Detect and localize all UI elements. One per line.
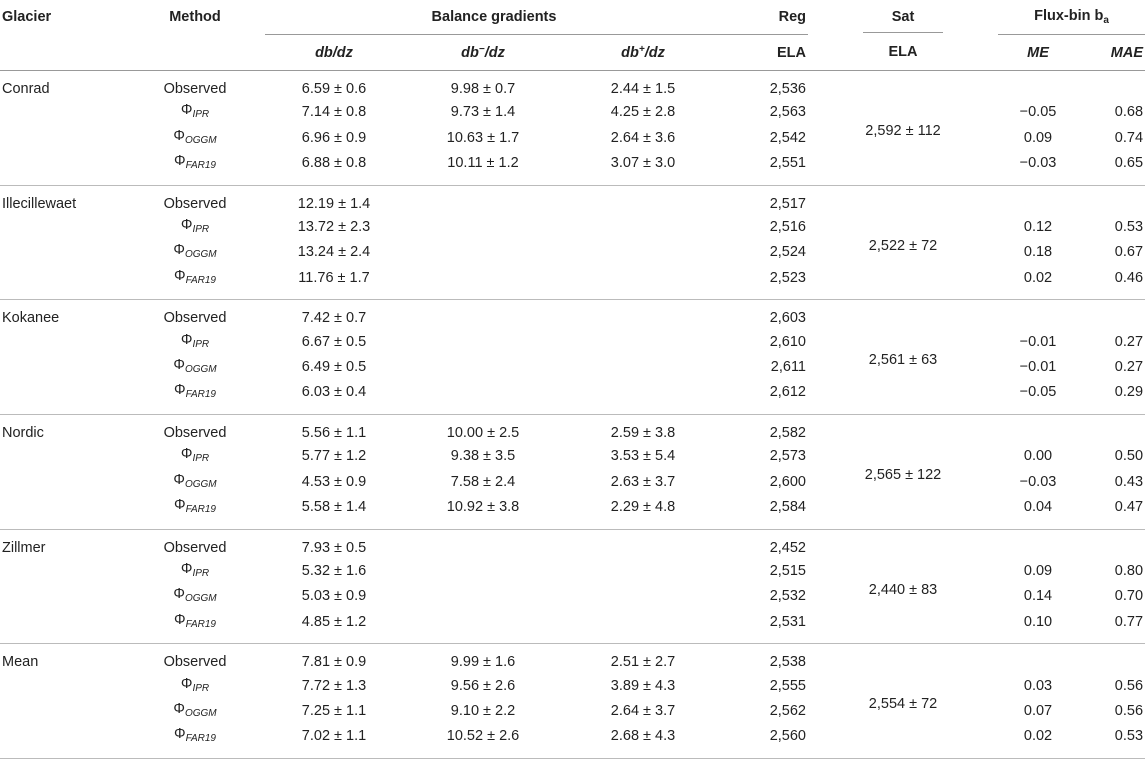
method-cell: Observed	[163, 424, 227, 441]
glacier-name	[0, 610, 125, 644]
glacier-name	[0, 584, 125, 609]
me-header: ME	[1027, 44, 1049, 61]
glacier-name: Mean	[2, 654, 39, 671]
glacier-name	[0, 266, 125, 300]
mae-value: 0.77	[1114, 613, 1144, 630]
mae-value: 0.27	[1114, 359, 1144, 376]
method-cell: $\Phi_{OGGM}$	[173, 471, 217, 490]
dbdz-header: db/dz	[315, 44, 353, 61]
method-cell: $\Phi_{IPR}$	[180, 675, 210, 694]
dbdz-value: 6.49 ± 0.5	[301, 359, 367, 376]
glacier-group	[0, 529, 1145, 644]
me-value: −0.03	[1019, 473, 1057, 490]
mae-value	[1078, 414, 1145, 444]
glacier-name	[0, 380, 125, 414]
glacier-name	[0, 355, 125, 380]
dbdz-value: 12.19 ± 1.4	[297, 195, 371, 212]
sat-ela-header: ELA	[888, 44, 918, 61]
mae-value: 0.27	[1114, 333, 1144, 350]
dbplus-value	[563, 215, 723, 240]
dbminus-value	[403, 584, 563, 609]
method-cell: Observed	[163, 310, 227, 327]
me-value: −0.03	[1019, 155, 1057, 172]
reg-ela-value: 2,452	[769, 539, 806, 556]
dbminus-value: 10.63 ± 1.7	[446, 129, 520, 146]
me-value	[998, 300, 1078, 330]
dbdz-value: 5.77 ± 1.2	[301, 448, 367, 465]
mae-value	[1078, 529, 1145, 559]
glacier-name	[0, 330, 125, 355]
dbdz-value: 11.76 ± 1.7	[298, 269, 370, 286]
mae-value: 0.29	[1114, 384, 1144, 401]
dbdz-value: 4.85 ± 1.2	[301, 613, 367, 630]
sat-ela-value: 2,440 ± 83	[868, 581, 938, 598]
mae-value	[1078, 644, 1145, 674]
dbminus-value	[403, 355, 563, 380]
dbminus-value: 9.10 ± 2.2	[450, 702, 516, 719]
glacier-name: Nordic	[2, 424, 44, 441]
reg-ela-value: 2,563	[769, 104, 806, 121]
dbminus-value: 9.98 ± 0.7	[450, 81, 516, 97]
me-value: 0.03	[1023, 677, 1053, 694]
reg-ela-value: 2,582	[769, 424, 806, 441]
dbplus-value: 3.89 ± 4.3	[610, 677, 676, 694]
method-cell: $\Phi_{FAR19}$	[174, 726, 216, 745]
dbdz-value: 7.14 ± 0.8	[301, 104, 367, 121]
dbdz-value: 5.58 ± 1.4	[301, 499, 367, 516]
reg-ela-value: 2,532	[769, 588, 806, 605]
glacier-name	[0, 444, 125, 469]
reg-ela-value: 2,531	[769, 613, 806, 630]
dbplus-value: 2.63 ± 3.7	[610, 473, 676, 490]
me-value: 0.09	[1023, 562, 1053, 579]
method-header: Method	[169, 9, 221, 26]
mae-header: MAE	[1110, 44, 1144, 61]
dbminus-value	[403, 330, 563, 355]
dbdz-value: 6.96 ± 0.9	[301, 129, 367, 146]
mae-value	[1078, 71, 1145, 101]
table-row	[0, 185, 1145, 215]
method-cell: $\Phi_{FAR19}$	[174, 611, 216, 630]
glacier-name	[0, 215, 125, 240]
mae-value: 0.43	[1114, 473, 1144, 490]
dbminus-value	[403, 380, 563, 414]
method-cell: $\Phi_{OGGM}$	[173, 127, 217, 146]
dbminus-dz-header: db−/dz	[461, 44, 505, 61]
dbdz-value: 6.03 ± 0.4	[301, 384, 367, 401]
me-value: 0.02	[1023, 728, 1053, 745]
dbplus-value: 3.07 ± 3.0	[610, 155, 676, 172]
sat-header: Sat	[808, 0, 998, 35]
glacier-header: Glacier	[2, 9, 52, 26]
dbminus-value: 10.92 ± 3.8	[446, 499, 520, 516]
sat-ela-value: 2,561 ± 63	[868, 352, 938, 369]
glacier-name: Kokanee	[2, 310, 60, 327]
dbplus-value	[563, 240, 723, 265]
mae-value: 0.50	[1114, 448, 1144, 465]
mae-value: 0.56	[1114, 702, 1144, 719]
dbminus-value: 9.56 ± 2.6	[450, 677, 516, 694]
reg-ela-value: 2,584	[769, 499, 806, 516]
dbdz-value: 6.88 ± 0.8	[301, 155, 367, 172]
flux-bin-header: Flux-bin $b_a$	[998, 0, 1145, 35]
mae-value: 0.68	[1114, 104, 1144, 121]
glacier-name	[0, 699, 125, 724]
dbplus-value	[563, 610, 723, 644]
dbplus-value	[563, 584, 723, 609]
method-cell: $\Phi_{OGGM}$	[173, 357, 217, 376]
me-value: 0.18	[1023, 244, 1053, 261]
glacier-name	[0, 470, 125, 495]
dbplus-value	[563, 529, 723, 559]
dbplus-value: 2.59 ± 3.8	[610, 424, 676, 441]
mae-value	[1078, 300, 1145, 330]
dbminus-value	[403, 215, 563, 240]
reg-ela-value: 2,524	[769, 244, 806, 261]
dbminus-value	[403, 266, 563, 300]
glacier-subheader-empty	[0, 35, 125, 71]
glacier-group	[0, 644, 1145, 759]
glacier-group	[0, 71, 1145, 186]
dbplus-value: 2.64 ± 3.7	[610, 702, 676, 719]
table-row	[0, 644, 1145, 674]
me-value: −0.01	[1019, 333, 1057, 350]
me-value: 0.14	[1023, 588, 1053, 605]
dbminus-value: 7.58 ± 2.4	[450, 473, 516, 490]
method-cell: $\Phi_{OGGM}$	[173, 242, 217, 261]
glacier-name: Zillmer	[2, 539, 46, 556]
method-subheader-empty	[125, 35, 265, 71]
reg-ela-value: 2,517	[769, 195, 806, 212]
dbdz-value: 7.81 ± 0.9	[301, 654, 367, 671]
dbminus-value: 10.52 ± 2.6	[446, 728, 520, 745]
sat-ela-value: 2,522 ± 72	[868, 237, 938, 254]
dbplus-value	[563, 185, 723, 215]
method-cell: $\Phi_{IPR}$	[180, 217, 210, 236]
me-value: 0.04	[1023, 499, 1053, 516]
balance-gradients-header: Balance gradients	[265, 0, 723, 35]
method-cell: $\Phi_{OGGM}$	[173, 700, 217, 719]
glacier-name	[0, 100, 125, 125]
me-value: 0.10	[1023, 613, 1053, 630]
method-cell: $\Phi_{IPR}$	[180, 331, 210, 350]
dbplus-value	[563, 330, 723, 355]
glacier-name	[0, 240, 125, 265]
method-cell: Observed	[163, 195, 227, 212]
method-cell: $\Phi_{IPR}$	[180, 446, 210, 465]
dbdz-value: 6.67 ± 0.5	[301, 333, 367, 350]
dbdz-value: 7.25 ± 1.1	[301, 702, 367, 719]
reg-ela-value: 2,542	[769, 129, 806, 146]
me-value: 0.09	[1023, 129, 1053, 146]
table-row	[0, 414, 1145, 444]
dbplus-dz-header: db+/dz	[621, 44, 665, 61]
reg-ela-value: 2,610	[769, 333, 806, 350]
me-value	[998, 185, 1078, 215]
me-value	[998, 71, 1078, 101]
dbminus-value: 9.99 ± 1.6	[450, 654, 516, 671]
glacier-name	[0, 151, 125, 185]
reg-ela-value: 2,611	[770, 359, 806, 376]
glacier-name: Illecillewaet	[2, 195, 77, 212]
sat-ela-value: 2,592 ± 112	[865, 123, 941, 140]
glacier-group	[0, 414, 1145, 529]
me-value: 0.00	[1023, 448, 1053, 465]
glacier-name	[0, 126, 125, 151]
reg-ela-value: 2,555	[769, 677, 806, 694]
me-value: 0.02	[1023, 269, 1053, 286]
mae-value: 0.46	[1114, 269, 1144, 286]
mae-value: 0.53	[1114, 728, 1144, 745]
me-value	[998, 414, 1078, 444]
dbdz-value: 4.53 ± 0.9	[301, 473, 367, 490]
dbplus-value	[563, 266, 723, 300]
dbdz-value: 13.24 ± 2.4	[297, 244, 371, 261]
table-row	[0, 529, 1145, 559]
dbdz-value: 5.03 ± 0.9	[301, 588, 367, 605]
dbminus-value	[403, 529, 563, 559]
glacier-name: Conrad	[2, 81, 50, 97]
glacier-name	[0, 724, 125, 758]
dbdz-value: 5.56 ± 1.1	[301, 424, 367, 441]
glacier-group	[0, 185, 1145, 300]
me-value	[998, 644, 1078, 674]
dbplus-value: 2.44 ± 1.5	[610, 81, 676, 97]
me-value: 0.07	[1023, 702, 1053, 719]
mae-value: 0.53	[1114, 219, 1144, 236]
mae-value: 0.56	[1114, 677, 1144, 694]
dbdz-value: 13.72 ± 2.3	[297, 219, 371, 236]
method-cell: $\Phi_{FAR19}$	[174, 153, 216, 172]
method-cell: $\Phi_{FAR19}$	[174, 382, 216, 401]
dbplus-value	[563, 300, 723, 330]
dbdz-value: 5.32 ± 1.6	[301, 562, 367, 579]
reg-ela-value: 2,515	[769, 562, 806, 579]
sat-ela-value: 2,565 ± 122	[864, 466, 942, 483]
reg-ela-value: 2,562	[769, 702, 806, 719]
dbplus-value: 2.64 ± 3.6	[610, 129, 676, 146]
table-header	[0, 0, 1145, 71]
dbplus-value: 2.68 ± 4.3	[610, 728, 676, 745]
reg-ela-value: 2,600	[769, 473, 806, 490]
dbminus-value: 10.11 ± 1.2	[447, 155, 519, 172]
method-cell: Observed	[163, 81, 227, 97]
dbminus-value	[403, 610, 563, 644]
me-value: −0.01	[1019, 359, 1057, 376]
method-cell: $\Phi_{FAR19}$	[174, 497, 216, 516]
glacier-name	[0, 674, 125, 699]
glacier-name	[0, 559, 125, 584]
mae-value: 0.47	[1114, 499, 1144, 516]
method-cell: Observed	[163, 539, 227, 556]
dbminus-value: 9.73 ± 1.4	[450, 104, 516, 121]
dbplus-value: 3.53 ± 5.4	[610, 448, 676, 465]
mae-value: 0.65	[1114, 155, 1144, 172]
dbminus-value	[403, 185, 563, 215]
dbdz-value: 7.72 ± 1.3	[301, 677, 367, 694]
reg-ela-value: 2,573	[769, 448, 806, 465]
method-cell: $\Phi_{IPR}$	[180, 102, 210, 121]
reg-ela-value: 2,551	[769, 155, 806, 172]
reg-ela-value: 2,536	[769, 81, 806, 97]
dbdz-value: 7.93 ± 0.5	[301, 539, 367, 556]
mae-value: 0.74	[1114, 129, 1144, 146]
dbplus-value	[563, 380, 723, 414]
mae-value: 0.80	[1114, 562, 1144, 579]
me-value	[998, 529, 1078, 559]
dbminus-value: 9.38 ± 3.5	[450, 448, 516, 465]
reg-ela-value: 2,612	[769, 384, 806, 401]
reg-ela-header: ELA	[777, 44, 806, 61]
dbplus-value	[563, 355, 723, 380]
reg-ela-value: 2,560	[769, 728, 806, 745]
table-row	[0, 71, 1145, 101]
sat-ela-value: 2,554 ± 72	[868, 696, 938, 713]
method-cell: Observed	[163, 654, 227, 671]
me-value: −0.05	[1019, 104, 1057, 121]
dbdz-value: 7.02 ± 1.1	[301, 728, 367, 745]
dbminus-value: 10.00 ± 2.5	[446, 424, 520, 441]
mae-value	[1078, 185, 1145, 215]
me-value: −0.05	[1019, 384, 1057, 401]
glacier-name	[0, 495, 125, 529]
dbplus-value: 4.25 ± 2.8	[610, 104, 676, 121]
reg-ela-value: 2,538	[769, 654, 806, 671]
dbdz-value: 7.42 ± 0.7	[301, 310, 367, 327]
mae-value: 0.70	[1114, 588, 1144, 605]
dbplus-value: 2.29 ± 4.8	[610, 499, 676, 516]
reg-header: Reg	[723, 0, 808, 35]
dbplus-value	[563, 559, 723, 584]
mae-value: 0.67	[1114, 244, 1144, 261]
dbminus-value	[403, 559, 563, 584]
dbminus-value	[403, 240, 563, 265]
reg-ela-value: 2,516	[769, 219, 806, 236]
me-value: 0.12	[1023, 219, 1053, 236]
method-cell: $\Phi_{IPR}$	[180, 560, 210, 579]
dbdz-value: 6.59 ± 0.6	[301, 81, 367, 97]
reg-ela-value: 2,523	[769, 269, 806, 286]
glacier-group	[0, 300, 1145, 415]
reg-ela-value: 2,603	[769, 310, 806, 327]
method-cell: $\Phi_{OGGM}$	[173, 586, 217, 605]
method-cell: $\Phi_{FAR19}$	[174, 267, 216, 286]
dbplus-value: 2.51 ± 2.7	[610, 654, 676, 671]
dbminus-value	[403, 300, 563, 330]
table-row	[0, 300, 1145, 330]
